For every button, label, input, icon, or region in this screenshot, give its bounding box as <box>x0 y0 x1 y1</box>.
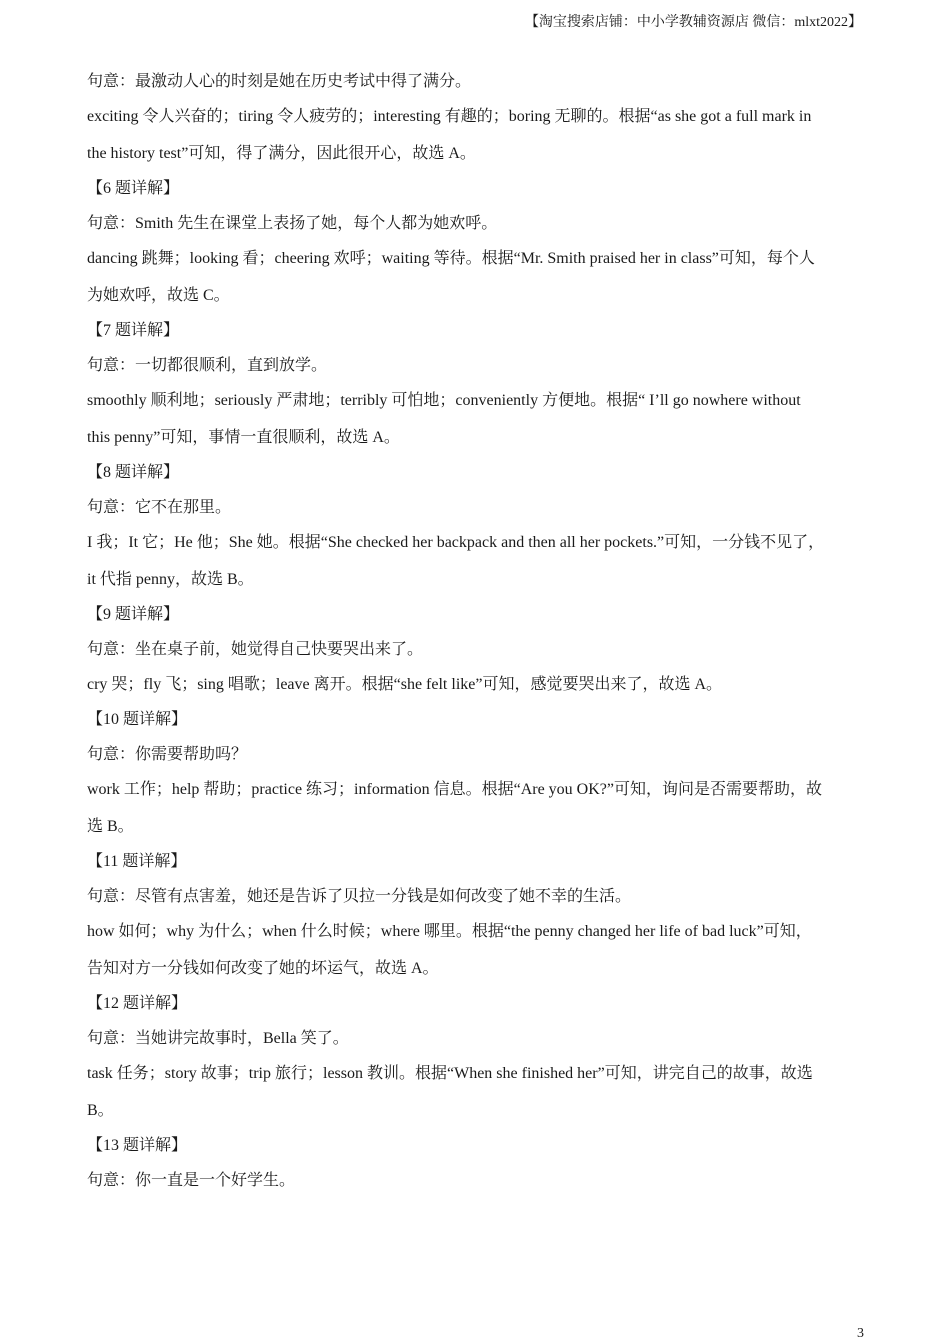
explanation-line: 选 B。 <box>87 818 134 835</box>
explanation-line: exciting 令人兴奋的；tiring 令人疲劳的；interesting 有趣的；boring 无聊的。根据“as she got a full mark in <box>87 108 812 125</box>
page-header: 【淘宝搜索店铺：中小学教辅资源店 微信：mlxt2022】 <box>524 15 862 30</box>
question-heading-13: 【13 题详解】 <box>87 1137 188 1154</box>
sentence-meaning: 句意：它不在那里。 <box>87 499 232 516</box>
question-heading-9: 【9 题详解】 <box>87 606 180 623</box>
sentence-meaning: 句意：你需要帮助吗？ <box>87 746 248 763</box>
question-heading-11: 【11 题详解】 <box>87 853 187 870</box>
sentence-meaning: 句意：一切都很顺利，直到放学。 <box>87 357 328 374</box>
explanation-line: how 如何；why 为什么；when 什么时候；where 哪里。根据“the penny changed her life of bad luck”可知， <box>87 923 812 940</box>
explanation-line: it 代指 penny，故选 B。 <box>87 571 254 588</box>
page-number: 3 <box>857 1326 864 1341</box>
sentence-meaning: 句意：你一直是一个好学生。 <box>87 1172 296 1189</box>
question-heading-8: 【8 题详解】 <box>87 464 180 481</box>
explanation-line: I 我；It 它；He 他；She 她。根据“She checked her backpack and then all her pockets.”可知，一分钱不见了， <box>87 534 825 551</box>
explanation-line: this penny”可知，事情一直很顺利，故选 A。 <box>87 429 400 446</box>
explanation-line: task 任务；story 故事；trip 旅行；lesson 教训。根据“When she finished her”可知，讲完自己的故事，故选 <box>87 1065 813 1082</box>
question-heading-6: 【6 题详解】 <box>87 180 180 197</box>
page-content <box>87 72 867 1191</box>
explanation-line: 为她欢呼，故选 C。 <box>87 287 230 304</box>
question-heading-10: 【10 题详解】 <box>87 711 188 728</box>
question-heading-7: 【7 题详解】 <box>87 322 180 339</box>
explanation-line: dancing 跳舞；looking 看；cheering 欢呼；waiting 等待。根据“Mr. Smith praised her in class”可知，每个人 <box>87 250 815 267</box>
sentence-meaning: 句意：尽管有点害羞，她还是告诉了贝拉一分钱是如何改变了她不幸的生活。 <box>87 888 632 905</box>
explanation-line: cry 哭；fly 飞；sing 唱歌；leave 离开。根据“she felt like”可知，感觉要哭出来了，故选 A。 <box>87 676 723 693</box>
sentence-meaning: 句意：当她讲完故事时，Bella 笑了。 <box>87 1030 349 1047</box>
explanation-line: B。 <box>87 1102 114 1119</box>
explanation-line: 告知对方一分钱如何改变了她的坏运气，故选 A。 <box>87 960 439 977</box>
explanation-line: smoothly 顺利地；seriously 严肃地；terribly 可怕地；conveniently 方便地。根据“ I’ll go nowhere without <box>87 392 801 409</box>
sentence-meaning: 句意：最激动人心的时刻是她在历史考试中得了满分。 <box>87 73 472 90</box>
explanation-line: the history test”可知，得了满分，因此很开心，故选 A。 <box>87 145 476 162</box>
sentence-meaning: 句意：Smith 先生在课堂上表扬了她，每个人都为她欢呼。 <box>87 215 498 232</box>
explanation-line: work 工作；help 帮助；practice 练习；information 信息。根据“Are you OK?”可知，询问是否需要帮助，故 <box>87 781 822 798</box>
question-heading-12: 【12 题详解】 <box>87 995 188 1012</box>
sentence-meaning: 句意：坐在桌子前，她觉得自己快要哭出来了。 <box>87 641 424 658</box>
